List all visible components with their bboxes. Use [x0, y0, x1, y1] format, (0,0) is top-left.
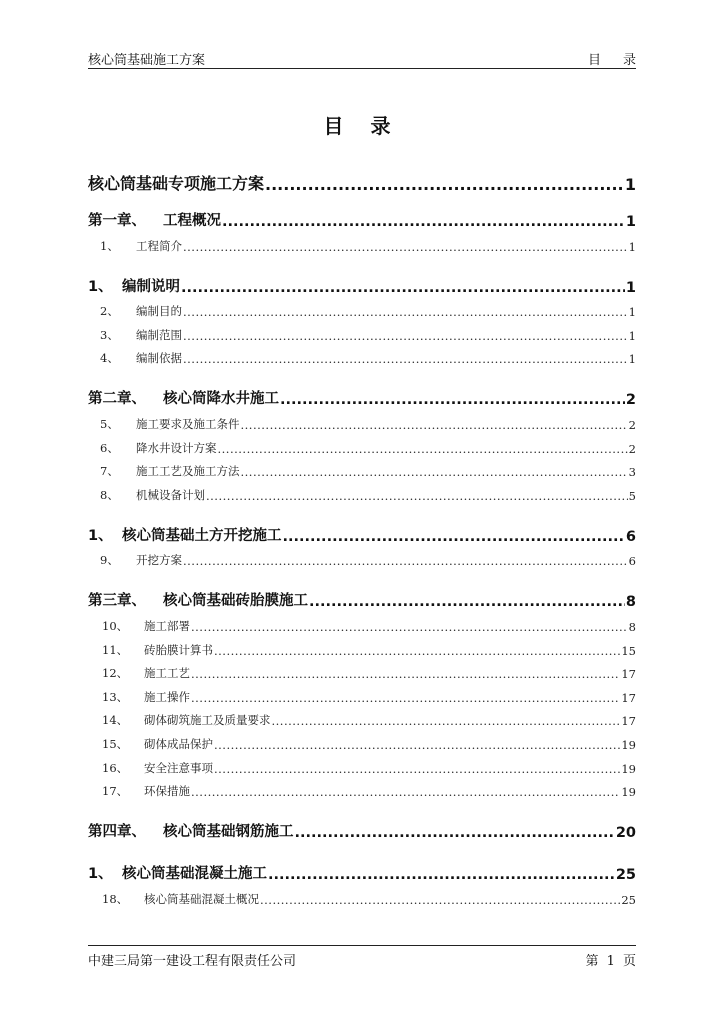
toc-dot-leader	[214, 738, 620, 752]
footer-company: 中建三局第一建设工程有限责任公司	[88, 954, 297, 969]
toc-entry[interactable]	[88, 847, 636, 883]
toc-dot-leader	[268, 867, 615, 883]
toc-dot-leader	[241, 465, 628, 479]
toc-dot-leader	[214, 644, 620, 658]
toc-entry-page: 3	[628, 465, 636, 480]
toc-dot-leader	[191, 667, 620, 681]
toc-entry-number: 17、	[102, 784, 129, 799]
toc-dot-leader	[183, 305, 628, 319]
toc-entry-page: 1	[628, 239, 636, 254]
toc-entry-title: 工程概况	[163, 213, 221, 229]
toc-dot-leader	[295, 825, 615, 841]
footer-page-number: 第 1 页	[585, 954, 636, 969]
header-divider	[88, 68, 636, 69]
header-doc-title: 核心筒基础施工方案	[88, 53, 206, 68]
page-title: 目 录	[323, 114, 401, 138]
toc-entry-number: 第四章、	[88, 824, 146, 841]
toc-entry[interactable]	[88, 752, 636, 776]
toc-dot-leader	[191, 691, 620, 705]
toc-entry-page: 17	[621, 667, 636, 682]
header-section-label: 目录	[587, 53, 658, 68]
toc-dot-leader	[183, 240, 628, 254]
toc-entry-page: 19	[621, 785, 636, 800]
toc-entry[interactable]	[88, 479, 636, 503]
toc-entry-title: 编制范围	[136, 327, 182, 342]
toc-entry-title: 砖胎膜计算书	[144, 642, 213, 657]
toc-entry-page: 1	[625, 214, 636, 230]
toc-entry[interactable]	[88, 883, 636, 907]
toc-entry[interactable]	[88, 681, 636, 705]
toc-entry[interactable]	[88, 509, 636, 545]
toc-entry[interactable]	[88, 432, 636, 456]
toc-entry-number: 4、	[100, 351, 119, 366]
toc-entry-title: 施工要求及施工条件	[136, 416, 240, 431]
toc-entry-number: 3、	[100, 327, 119, 342]
toc-entry-number: 8、	[100, 487, 119, 502]
toc-entry-number: 7、	[100, 464, 119, 479]
toc-entry[interactable]	[88, 260, 636, 296]
toc-entry-number: 2、	[100, 304, 119, 319]
toc-entry-title: 降水井设计方案	[136, 440, 217, 455]
toc-entry[interactable]	[88, 574, 636, 610]
toc-dot-leader	[309, 594, 625, 610]
toc-entry[interactable]	[88, 343, 636, 367]
toc-entry-title: 核心筒降水井施工	[163, 391, 279, 408]
toc-entry[interactable]	[88, 194, 636, 230]
toc-entry-number: 18、	[102, 891, 129, 906]
toc-entry-title: 安全注意事项	[144, 760, 213, 775]
toc-entry-page: 25	[615, 867, 636, 884]
toc-entry-number: 6、	[100, 440, 119, 455]
toc-entry-number: 1、	[88, 278, 113, 295]
toc-entry-page: 15	[621, 643, 636, 658]
toc-entry[interactable]	[88, 408, 636, 432]
toc-entry-number: 13、	[102, 689, 129, 704]
toc-dot-leader	[283, 529, 625, 545]
toc-entry-page: 8	[628, 619, 636, 634]
toc-entry-page: 5	[628, 488, 636, 503]
toc-entry-number: 9、	[100, 553, 119, 568]
toc-dot-leader	[241, 418, 628, 432]
toc-entry[interactable]	[88, 728, 636, 752]
toc-entry-title: 砌体成品保护	[144, 736, 213, 751]
toc-entry-number: 1、	[88, 866, 113, 883]
toc-entry-page: 19	[621, 761, 636, 776]
toc-entry-title: 施工工艺	[144, 666, 190, 681]
toc-entry[interactable]	[88, 296, 636, 320]
toc-entry-title: 核心筒基础土方开挖施工	[122, 527, 282, 544]
toc-entry-number: 10、	[102, 618, 129, 633]
toc-entry-page: 17	[621, 714, 636, 729]
toc-dot-leader	[222, 214, 625, 230]
toc-dot-leader	[280, 392, 625, 408]
toc-entry-page: 25	[621, 892, 636, 907]
toc-entry-number: 5、	[100, 416, 119, 431]
toc-entry-page: 17	[621, 690, 636, 705]
toc-entry-number: 第三章、	[88, 593, 146, 610]
toc-entry-page: 1	[624, 175, 636, 194]
toc-dot-leader	[191, 785, 620, 799]
toc-entry-page: 6	[625, 528, 636, 545]
toc-entry-title: 环保措施	[144, 784, 190, 799]
toc-dot-leader	[183, 329, 628, 343]
toc-entry[interactable]	[88, 545, 636, 569]
toc-entry-title: 开挖方案	[136, 553, 182, 568]
toc-dot-leader	[206, 489, 628, 503]
toc-dot-leader	[265, 175, 624, 194]
toc-dot-leader	[218, 442, 628, 456]
page-header	[88, 49, 658, 69]
toc-entry[interactable]	[88, 634, 636, 658]
toc-entry-title: 核心筒基础专项施工方案	[88, 174, 265, 193]
toc-entry[interactable]	[88, 805, 636, 841]
toc-dot-leader	[183, 554, 628, 568]
toc-entry[interactable]	[88, 658, 636, 682]
toc-entry-page: 2	[628, 441, 636, 456]
toc-entry[interactable]	[88, 160, 636, 194]
toc-dot-leader	[260, 893, 620, 907]
toc-entry-page: 2	[625, 392, 636, 409]
toc-dot-leader	[272, 714, 621, 728]
toc-entry-number: 12、	[102, 666, 129, 681]
toc-entry-page: 2	[628, 417, 636, 432]
toc-entry-number: 第二章、	[88, 391, 146, 408]
toc-entry-title: 编制目的	[136, 304, 182, 319]
toc-entry-title: 工程简介	[136, 238, 182, 253]
table-of-contents	[88, 160, 636, 907]
toc-entry-number: 14、	[102, 713, 129, 728]
toc-entry-title: 编制说明	[122, 278, 180, 295]
toc-entry-number: 1、	[88, 527, 113, 544]
footer-divider	[88, 945, 636, 946]
toc-entry-title: 施工部署	[144, 618, 190, 633]
toc-entry-title: 核心筒基础混凝土施工	[122, 866, 267, 883]
toc-entry-title: 施工工艺及施工方法	[136, 464, 240, 479]
toc-entry[interactable]	[88, 456, 636, 480]
toc-entry-page: 1	[625, 279, 636, 296]
toc-entry-title: 施工操作	[144, 689, 190, 704]
toc-entry-number: 11、	[102, 642, 129, 657]
toc-entry-title: 核心筒基础砖胎膜施工	[163, 593, 308, 610]
toc-entry-number: 15、	[102, 736, 129, 751]
toc-entry-number: 第一章、	[88, 213, 146, 229]
toc-entry-page: 1	[628, 305, 636, 320]
toc-entry[interactable]	[88, 610, 636, 634]
toc-entry-title: 核心筒基础混凝土概况	[144, 891, 259, 906]
toc-entry-page: 6	[628, 554, 636, 569]
toc-entry-title: 砌体砌筑施工及质量要求	[144, 713, 271, 728]
toc-dot-leader	[181, 280, 625, 296]
toc-entry-number: 1、	[100, 238, 119, 253]
toc-entry-title: 编制依据	[136, 351, 182, 366]
toc-dot-leader	[214, 762, 620, 776]
toc-dot-leader	[183, 352, 628, 366]
toc-entry[interactable]	[88, 705, 636, 729]
toc-entry[interactable]	[88, 776, 636, 800]
toc-entry-number: 16、	[102, 760, 129, 775]
toc-entry-page: 19	[621, 737, 636, 752]
toc-entry-page: 1	[628, 328, 636, 343]
toc-entry-title: 核心筒基础钢筋施工	[163, 824, 294, 841]
toc-entry[interactable]	[88, 372, 636, 408]
toc-entry-page: 8	[625, 594, 636, 611]
toc-entry-page: 1	[628, 352, 636, 367]
toc-entry[interactable]	[88, 230, 636, 254]
toc-dot-leader	[191, 620, 628, 634]
toc-entry-page: 20	[615, 825, 636, 842]
toc-entry-title: 机械设备计划	[136, 487, 205, 502]
toc-entry[interactable]	[88, 319, 636, 343]
